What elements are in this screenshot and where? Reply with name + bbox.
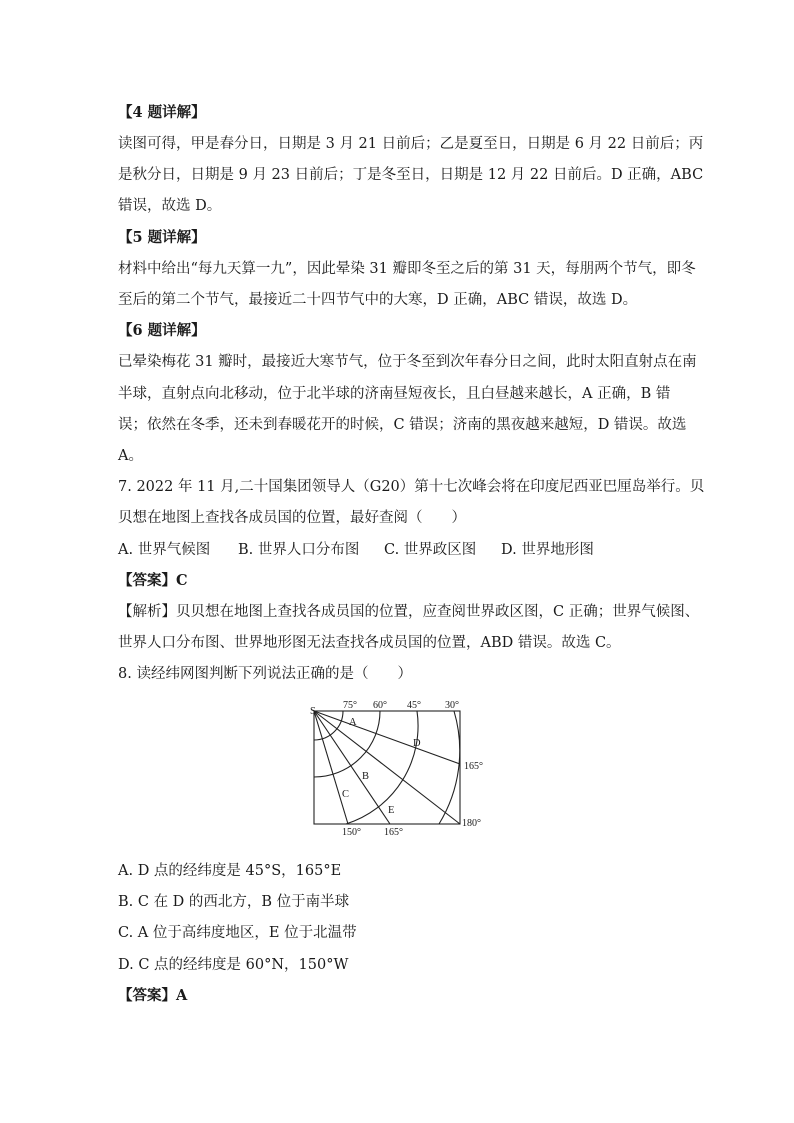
- top-label-30: 30°: [445, 700, 459, 711]
- point-b-label: B: [362, 771, 370, 782]
- q4-line-3: 错误，故选 D。: [118, 198, 222, 214]
- q6-heading: 【6 题详解】: [118, 322, 206, 339]
- top-label-45: 45°: [407, 700, 421, 711]
- q8-option-b: B. C 在 D 的西北方，B 位于南半球: [118, 894, 350, 910]
- latitude-30-arc: [439, 711, 460, 824]
- q8-stem: 8. 读经纬网图判断下列说法正确的是（ ）: [118, 666, 412, 682]
- q7-analysis-line-1: 【解析】贝贝想在地图上查找各成员国的位置，应查阅世界政区图，C 正确；世界气候图、: [118, 604, 700, 620]
- meridian-180: [314, 711, 460, 824]
- q8-answer: 【答案】A: [118, 987, 188, 1004]
- point-d-label: D: [413, 738, 421, 749]
- q8-option-a: A. D 点的经纬度是 45°S，165°E: [118, 863, 342, 879]
- point-c-label: C: [342, 789, 350, 800]
- q5-line-1: 材料中给出“每九天算一九”，因此晕染 31 瓣即冬至之后的第 31 天，每朋两个节气，即冬: [118, 261, 696, 277]
- q5-line-2: 至后的第二个节气，最接近二十四节气中的大寒，D 正确，ABC 错误，故选 D。: [118, 292, 638, 308]
- meridian-165-right: [314, 711, 460, 764]
- top-label-60: 60°: [373, 700, 387, 711]
- q6-line-4: A。: [118, 448, 143, 464]
- q8-option-d: D. C 点的经纬度是 60°N，150°W: [118, 957, 349, 973]
- lat-long-grid-figure: [300, 700, 500, 840]
- q7-stem-line-2: 贝想在地图上查找各成员国的位置，最好查阅（ ）: [118, 510, 466, 526]
- q5-heading: 【5 题详解】: [118, 229, 206, 246]
- q6-line-2: 半球，直射点向北移动，位于北半球的济南昼短夜长，且白昼越来越长，A 正确，B 错: [118, 386, 671, 402]
- q7-options: [118, 540, 594, 560]
- q7-option-d: D. 世界地形图: [501, 542, 594, 558]
- q8-option-c: C. A 位于高纬度地区，E 位于北温带: [118, 925, 357, 941]
- point-a-label: A: [349, 717, 357, 728]
- q6-line-1: 已晕染梅花 31 瓣时，最接近大寒节气，位于冬至到次年春分日之间，此时太阳直射点在南: [118, 354, 697, 370]
- right-label-165: 165°: [464, 761, 483, 772]
- q7-analysis-line-2: 世界人口分布图、世界地形图无法查找各成员国的位置，ABD 错误。故选 C。: [118, 635, 621, 651]
- q7-answer: 【答案】C: [118, 572, 188, 589]
- bottom-label-165: 165°: [384, 827, 403, 838]
- latitude-45-arc: [346, 711, 418, 824]
- q7-stem-line-1: 7. 2022 年 11 月,二十国集团领导人（G20）第十七次峰会将在印度尼西亚巴厘岛举行。贝: [118, 479, 705, 495]
- meridian-150: [314, 711, 348, 824]
- top-label-75: 75°: [343, 700, 357, 711]
- q4-line-2: 是秋分日，日期是 9 月 23 日前后；丁是冬至日，日期是 12 月 22 日前后。D 正确，ABC: [118, 167, 704, 183]
- right-label-180: 180°: [462, 818, 481, 829]
- q4-line-1: 读图可得，甲是春分日，日期是 3 月 21 日前后；乙是夏至日，日期是 6 月 22 日前后；丙: [118, 136, 704, 152]
- q6-line-3: 误；依然在冬季，还未到春暖花开的时候，C 错误；济南的黑夜越来越短，D 错误。故选: [118, 417, 687, 433]
- q4-heading: 【4 题详解】: [118, 104, 206, 121]
- q7-option-b: B. 世界人口分布图: [238, 542, 360, 558]
- q7-option-c: C. 世界政区图: [384, 542, 477, 558]
- pole-label: S: [310, 706, 316, 717]
- point-e-label: E: [388, 805, 395, 816]
- bottom-label-150: 150°: [342, 827, 361, 838]
- q7-option-a: A. 世界气候图: [118, 542, 211, 558]
